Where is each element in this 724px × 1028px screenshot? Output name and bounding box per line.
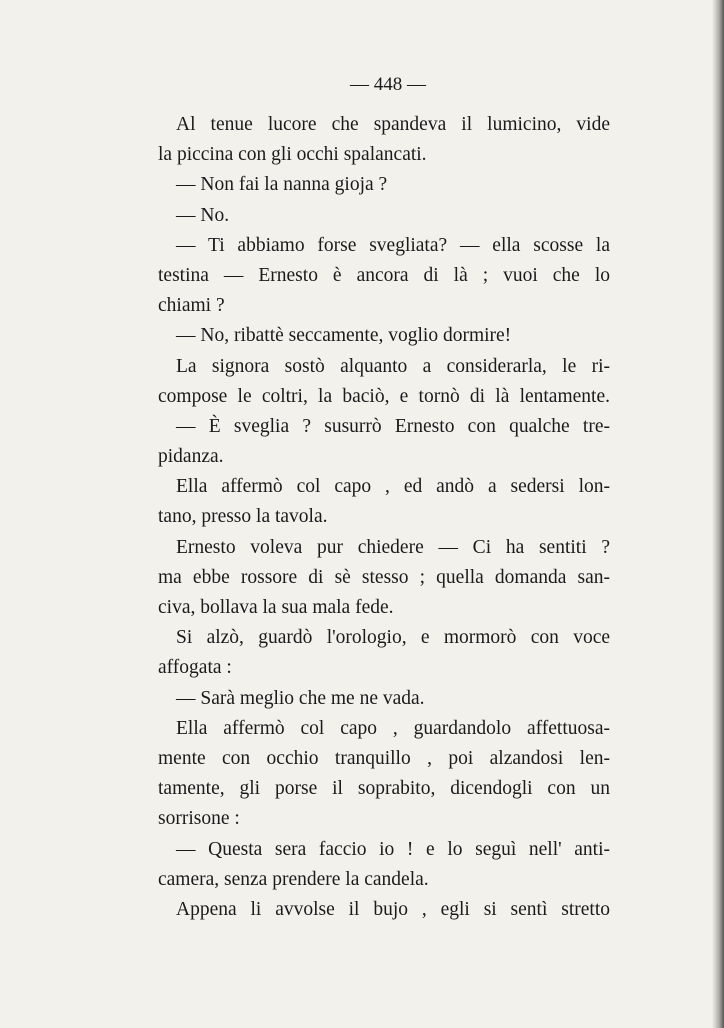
- text-line: Ella affermò col capo , guardandolo affettuosa-: [176, 717, 610, 739]
- text-line: Si alzò, guardò l'orologio, e mormorò con voce: [176, 627, 610, 649]
- text-line: tano, presso la tavola.: [158, 506, 328, 528]
- text-line: ma ebbe rossore di sè stesso ; quella domanda san-: [158, 566, 610, 588]
- text-line: affogata :: [158, 657, 232, 679]
- text-line: la piccina con gli occhi spalancati.: [158, 144, 427, 166]
- page-number: — 448 —: [350, 74, 426, 95]
- text-line: — Non fai la nanna gioja ?: [176, 174, 388, 196]
- text-line: testina — Ernesto è ancora di là ; vuoi che lo: [158, 264, 610, 286]
- text-line: — Questa sera faccio io ! e lo seguì nell' anti-: [176, 838, 610, 860]
- text-line: — Sarà meglio che me ne vada.: [176, 687, 425, 709]
- text-line: camera, senza prendere la candela.: [158, 868, 429, 890]
- text-line: Al tenue lucore che spandeva il lumicino, vide: [176, 114, 610, 135]
- text-line: pidanza.: [158, 446, 224, 468]
- text-line: civa, bollava la sua mala fede.: [158, 597, 394, 618]
- text-line: tamente, gli porse il soprabito, dicendogli con un: [158, 778, 610, 800]
- text-line: Ernesto voleva pur chiedere — Ci ha sentiti ?: [176, 536, 610, 558]
- text-line: — No, ribattè seccamente, voglio dormire!: [176, 325, 512, 347]
- text-line: — È sveglia ? susurrò Ernesto con qualche tre-: [176, 415, 610, 437]
- text-line: Appena li avvolse il bujo , egli si sentì stretto: [176, 898, 610, 920]
- text-line: chiami ?: [158, 295, 225, 317]
- text-line: mente con occhio tranquillo , poi alzandosi len-: [158, 747, 610, 769]
- text-line: compose le coltri, la baciò, e tornò di là lentamente.: [158, 385, 610, 407]
- page-edge-shadow: [712, 0, 724, 1028]
- text-line: La signora sostò alquanto a considerarla, le ri-: [176, 355, 610, 377]
- text-line: — Ti abbiamo forse svegliata? — ella scosse la: [176, 234, 610, 256]
- text-line: Ella affermò col capo , ed andò a sedersi lon-: [176, 476, 610, 498]
- text-line: sorrisone :: [158, 808, 240, 830]
- body-text: [158, 110, 610, 925]
- text-line: — No.: [176, 204, 230, 226]
